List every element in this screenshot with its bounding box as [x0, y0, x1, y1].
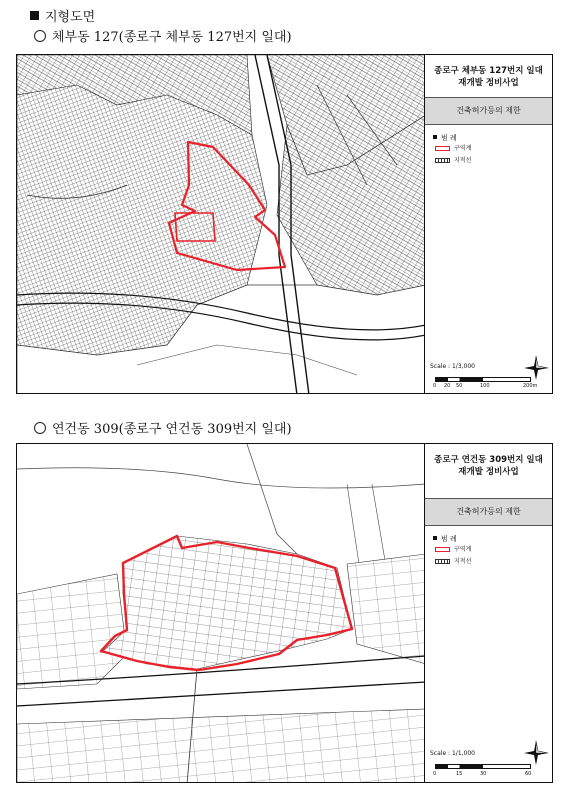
map2-heading-text: 연건동 309(종로구 연건동 309번지 일대): [52, 422, 292, 437]
map2-panel-subtitle: 건축허가등의 제한: [425, 498, 552, 526]
map2-area[interactable]: [17, 444, 424, 782]
map1-legend-item-boundary-label: 구역계: [454, 145, 472, 152]
map2-scale-tick-1: 15: [456, 771, 463, 777]
map2-heading: [34, 418, 292, 437]
map1-scale-tick-2: 50: [456, 383, 463, 389]
map2-legend-title: [433, 534, 457, 544]
red-boundary-swatch-icon: [435, 146, 450, 151]
map2-legend-title-text: 범 례: [441, 535, 457, 543]
map2-panel-title-line2: 재개발 정비사업: [458, 467, 519, 477]
map1-panel-title-line1: 종로구 체부동 127번지 일대: [434, 66, 543, 76]
map1-scale-tick-0: 0: [433, 383, 437, 389]
cadastral-line-swatch-icon: [435, 158, 450, 163]
map2-legend-item-boundary: [435, 545, 471, 555]
map1-heading-text: 체부동 127(종로구 체부동 127번지 일대): [52, 30, 292, 45]
map1-legend-title-text: 범 례: [441, 134, 457, 142]
red-boundary-swatch-icon: [435, 547, 450, 552]
map2-legend-item-boundary-label: 구역계: [454, 546, 472, 553]
map1-panel-subtitle: 건축허가등의 제한: [425, 97, 552, 125]
map1-scale-tick-3: 100: [480, 383, 490, 389]
map2-panel-title: [431, 454, 546, 478]
map1-legend-title: [433, 133, 457, 143]
map1-legend-item-boundary: [435, 144, 471, 154]
map2-scale-tick-0: 0: [433, 771, 437, 777]
map1-scale-tick-1: 20: [444, 383, 451, 389]
bullet-dot-icon: [433, 536, 437, 540]
map2-svg: [17, 444, 424, 782]
cadastral-line-swatch-icon: [435, 559, 450, 564]
map2-scale-tick-3: 60: [525, 771, 532, 777]
map1-scale-tick-4: 200m: [523, 383, 538, 389]
map2-scale-bar: [435, 764, 531, 769]
map2-frame: [16, 443, 553, 783]
map1-svg: [17, 55, 424, 393]
bullet-dot-icon: [433, 135, 437, 139]
north-arrow-icon: [523, 740, 549, 766]
map2-panel-title-line1: 종로구 연건동 309번지 일대: [434, 455, 543, 465]
map2-legend-item-cadastral: [435, 557, 471, 567]
map2-legend-item-cadastral-label: 지적선: [454, 558, 472, 565]
map1-area[interactable]: [17, 55, 424, 393]
map2-scale-label: Scale : 1/1,000: [430, 750, 475, 757]
map1-panel-title-line2: 재개발 정비사업: [458, 78, 519, 88]
map1-legend-panel: [424, 55, 552, 393]
map2-scale-tick-2: 30: [480, 771, 487, 777]
map2-legend-panel: [424, 444, 552, 782]
map1-legend-item-cadastral-label: 지적선: [454, 157, 472, 164]
map1-scale-label: Scale : 1/3,000: [430, 363, 475, 370]
map1-frame: [16, 54, 553, 394]
square-bullet-icon: [30, 11, 39, 20]
map1-scale-bar: [435, 377, 531, 382]
section-header: [30, 6, 95, 25]
north-arrow-icon: [523, 355, 549, 381]
circle-bullet-icon: [34, 422, 46, 434]
map1-panel-title: [431, 65, 546, 89]
section-title: 지형도면: [45, 10, 96, 25]
map1-heading: [34, 26, 292, 45]
map1-legend-item-cadastral: [435, 156, 471, 166]
circle-bullet-icon: [34, 30, 46, 42]
